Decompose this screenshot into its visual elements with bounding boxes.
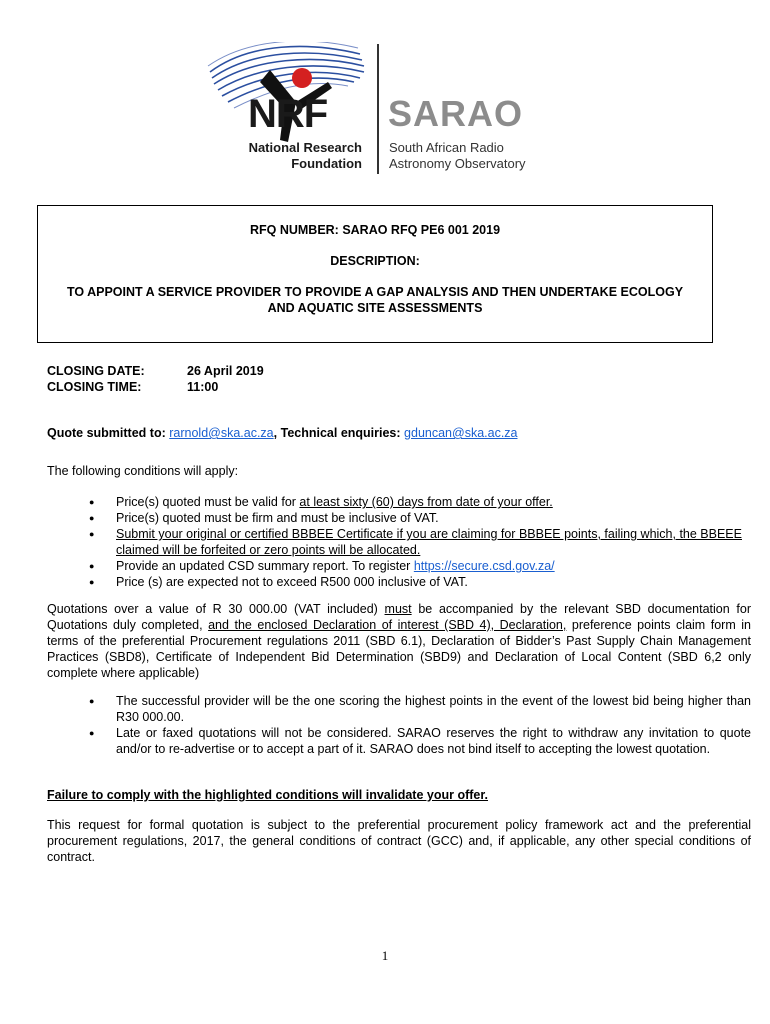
sarao-wordmark: SARAO — [388, 93, 524, 134]
technical-email-link[interactable]: gduncan@ska.ac.za — [404, 426, 518, 440]
condition-text: Price(s) quoted must be valid for — [116, 495, 300, 509]
conditions-list — [47, 494, 751, 590]
description-label: DESCRIPTION: — [330, 254, 420, 268]
technical-label: Technical enquiries: — [280, 426, 401, 440]
closing-time-value: 11:00 — [187, 380, 219, 394]
nrf-subtitle-line: Foundation — [291, 156, 362, 171]
sarao-subtitle-line: South African Radio — [389, 140, 504, 155]
closing-time-label: CLOSING TIME: — [47, 380, 142, 394]
nrf-subtitle-line: National Research — [248, 140, 362, 155]
list-item: ● Late or faxed quotations will not be considered. SARAO reserves the right to withdraw any invitation to quote and/or to re-advertise or to accept a part of it. SARAO does not bind itself to accepting the lowest quotation. — [116, 725, 751, 757]
closing-details — [47, 363, 264, 395]
quotations-declaration: and the enclosed Declaration of interest (SBD 4), Declaration, — [208, 618, 567, 632]
contacts-line: Quote submitted to: rarnold@ska.ac.za, Technical enquiries: gduncan@ska.ac.za — [47, 426, 518, 440]
closing-date-value: 26 April 2019 — [187, 364, 264, 378]
nrf-subtitle — [249, 140, 362, 172]
logo-divider — [377, 44, 379, 174]
list-item: ● The successful provider will be the one scoring the highest points in the event of the lowest bid being higher than R30 000.00. — [116, 693, 751, 725]
condition-text: Price(s) quoted must be firm and must be inclusive of VAT. — [116, 511, 439, 525]
description-text: TO APPOINT A SERVICE PROVIDER TO PROVIDE A GAP ANALYSIS AND THEN UNDERTAKE ECOLOGY AND AQUATIC SITE ASSESSMENTS — [66, 285, 684, 315]
submitted-email-link[interactable]: rarnold@ska.ac.za — [169, 426, 274, 440]
closing-time-row — [47, 379, 264, 395]
condition-text-underlined: at least sixty (60) days from date of your offer. — [299, 495, 553, 509]
quotations-must: must — [384, 602, 412, 616]
sarao-subtitle — [389, 140, 526, 172]
nrf-wordmark: NRF — [248, 92, 328, 136]
list-item — [116, 494, 751, 510]
condition-text-underlined: Submit your original or certified BBBEE Certificate if you are claiming for BBBEE points, failing which, the BBEEE claimed will be forfeited or zero points will be allocated. — [116, 527, 742, 557]
closing-date-row — [47, 363, 264, 379]
condition-text: Provide an updated CSD summary report. To register — [116, 559, 414, 573]
closing-paragraph: This request for formal quotation is subject to the preferential procurement policy framework act and the preferential procurement regulations, 2017, the general conditions of contract (GCC) and, if applicable, any other special conditions of contract. — [47, 818, 751, 864]
sarao-subtitle-line: Astronomy Observatory — [389, 156, 526, 171]
submitted-label: Quote submitted to: — [47, 426, 166, 440]
rfq-box — [37, 205, 713, 343]
closing-date-label: CLOSING DATE: — [47, 364, 145, 378]
notes-list — [47, 693, 751, 757]
list-item — [116, 526, 751, 558]
header-logo — [190, 42, 550, 182]
warning-text — [47, 787, 751, 803]
conditions-intro: The following conditions will apply: — [47, 464, 239, 478]
csd-register-link[interactable]: https://secure.csd.gov.za/ — [413, 559, 555, 573]
list-item — [116, 558, 751, 574]
quotations-text: preference points claim form in terms of the preferential Procurement regulations 2011 (SBD 6.1), Declaration of Bidder’s Past Supply Chain Management Practices (SBD8), Certificate of Independent Bid Determination (SBD9) and Declaration of Local Content (SBD 6,2 only complete where applicable) — [47, 618, 751, 680]
list-item — [116, 574, 751, 590]
list-item — [116, 510, 751, 526]
rfq-number: RFQ NUMBER: SARAO RFQ PE6 001 2019 — [249, 223, 501, 237]
quotations-text: Quotations over a value of R 30 000.00 (VAT included) — [47, 602, 385, 616]
quotations-text: be accompanied by the relevant SBD documentation for Quotations duly completed, — [47, 602, 751, 632]
condition-text: Price (s) are expected not to exceed R500 000 inclusive of VAT. — [116, 575, 468, 589]
warning-bold: Failure to comply with the highlighted conditions will invalidate your offer. — [47, 788, 489, 802]
page-number: 1 — [381, 948, 389, 963]
quotations-paragraph — [47, 601, 751, 681]
